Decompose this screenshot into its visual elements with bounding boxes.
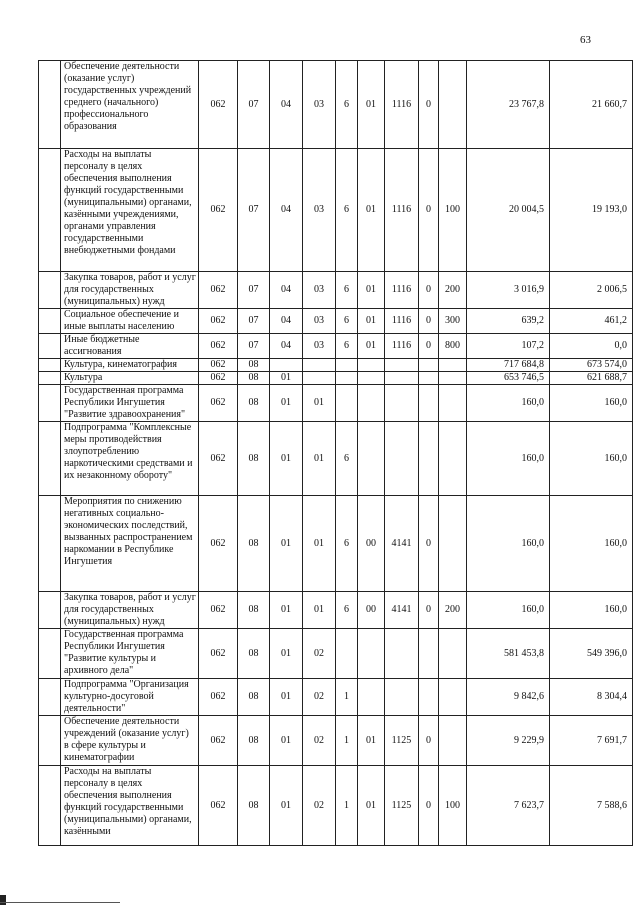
cell-sum2: 160,0	[550, 496, 633, 592]
cell-vr	[439, 496, 467, 592]
cell-rz: 08	[238, 496, 270, 592]
cell-sum2: 160,0	[550, 385, 633, 422]
cell-sum1: 581 453,8	[467, 629, 550, 679]
cell-cs2: 6	[336, 422, 358, 496]
cell-cs3	[358, 359, 385, 372]
cell-pr: 01	[270, 496, 303, 592]
row-index-cell	[39, 334, 61, 359]
cell-cs1: 02	[303, 766, 336, 846]
row-index-cell	[39, 272, 61, 309]
table-row	[39, 385, 633, 422]
cell-cs1	[303, 372, 336, 385]
cell-cs2	[336, 385, 358, 422]
cell-cs3: 00	[358, 496, 385, 592]
cell-cs1: 03	[303, 149, 336, 272]
cell-sum1: 717 684,8	[467, 359, 550, 372]
table-body	[39, 61, 633, 846]
cell-vr: 200	[439, 272, 467, 309]
cell-vr	[439, 372, 467, 385]
table-row	[39, 61, 633, 149]
cell-vr	[439, 385, 467, 422]
cell-pr: 04	[270, 149, 303, 272]
cell-cs3: 01	[358, 309, 385, 334]
cell-sum1: 653 746,5	[467, 372, 550, 385]
cell-sum1: 160,0	[467, 592, 550, 629]
table-row	[39, 496, 633, 592]
cell-rz: 07	[238, 334, 270, 359]
cell-cs2: 6	[336, 309, 358, 334]
cell-cs5	[419, 629, 439, 679]
cell-cs5: 0	[419, 272, 439, 309]
cell-ved: 062	[199, 372, 238, 385]
table-row	[39, 716, 633, 766]
cell-ved: 062	[199, 359, 238, 372]
cell-ved: 062	[199, 61, 238, 149]
cell-vr	[439, 716, 467, 766]
row-index-cell	[39, 679, 61, 716]
cell-vr: 800	[439, 334, 467, 359]
cell-sum1: 3 016,9	[467, 272, 550, 309]
cell-name: Расходы на выплаты персоналу в целях обеспечения выполнения функций государственными (муниципальными) органами, казёнными учреждениями, органами управления государственными внебюджетными фондами	[61, 149, 199, 272]
table-row	[39, 359, 633, 372]
cell-pr: 01	[270, 679, 303, 716]
cell-vr	[439, 679, 467, 716]
cell-name: Закупка товаров, работ и услуг для государственных (муниципальных) нужд	[61, 272, 199, 309]
cell-cs2	[336, 372, 358, 385]
cell-name: Расходы на выплаты персоналу в целях обеспечения выполнения функций государственными (муниципальными) органами, казёнными	[61, 766, 199, 846]
cell-ved: 062	[199, 272, 238, 309]
cell-cs5: 0	[419, 592, 439, 629]
cell-cs1	[303, 359, 336, 372]
row-index-cell	[39, 372, 61, 385]
cell-cs4	[385, 679, 419, 716]
cell-cs4: 1116	[385, 272, 419, 309]
cell-name: Закупка товаров, работ и услуг для государственных (муниципальных) нужд	[61, 592, 199, 629]
cell-pr: 04	[270, 334, 303, 359]
cell-pr: 04	[270, 61, 303, 149]
cell-cs3	[358, 385, 385, 422]
cell-cs2: 6	[336, 272, 358, 309]
cell-sum2: 2 006,5	[550, 272, 633, 309]
cell-pr: 01	[270, 372, 303, 385]
cell-cs5	[419, 679, 439, 716]
row-index-cell	[39, 309, 61, 334]
cell-sum2: 160,0	[550, 592, 633, 629]
table-row	[39, 766, 633, 846]
cell-vr	[439, 359, 467, 372]
cell-cs2	[336, 359, 358, 372]
budget-table	[38, 60, 633, 846]
cell-cs1: 01	[303, 592, 336, 629]
cell-sum2: 19 193,0	[550, 149, 633, 272]
cell-name: Культура, кинематография	[61, 359, 199, 372]
cell-ved: 062	[199, 496, 238, 592]
cell-vr	[439, 422, 467, 496]
cell-cs4	[385, 359, 419, 372]
cell-vr: 200	[439, 592, 467, 629]
cell-sum1: 160,0	[467, 422, 550, 496]
cell-cs4: 1125	[385, 766, 419, 846]
cell-cs2: 6	[336, 496, 358, 592]
cell-rz: 08	[238, 716, 270, 766]
cell-rz: 07	[238, 61, 270, 149]
cell-sum1: 9 842,6	[467, 679, 550, 716]
cell-cs5: 0	[419, 496, 439, 592]
cell-pr: 04	[270, 309, 303, 334]
cell-name: Иные бюджетные ассигнования	[61, 334, 199, 359]
cell-cs1: 01	[303, 422, 336, 496]
cell-vr	[439, 61, 467, 149]
cell-cs5: 0	[419, 61, 439, 149]
cell-sum1: 160,0	[467, 496, 550, 592]
row-index-cell	[39, 629, 61, 679]
cell-cs5: 0	[419, 766, 439, 846]
cell-rz: 07	[238, 309, 270, 334]
cell-cs1: 01	[303, 385, 336, 422]
cell-name: Обеспечение деятельности (оказание услуг) государственных учреждений среднего (начального) профессионального образования	[61, 61, 199, 149]
cell-pr: 01	[270, 766, 303, 846]
cell-cs5: 0	[419, 309, 439, 334]
cell-rz: 07	[238, 149, 270, 272]
cell-sum2: 549 396,0	[550, 629, 633, 679]
cell-pr: 01	[270, 385, 303, 422]
cell-cs4	[385, 372, 419, 385]
cell-cs1: 02	[303, 679, 336, 716]
row-index-cell	[39, 61, 61, 149]
cell-name: Подпрограмма "Комплексные меры противодействия злоупотреблению наркотическими средствами и их незаконному обороту"	[61, 422, 199, 496]
cell-cs5: 0	[419, 716, 439, 766]
cell-sum2: 0,0	[550, 334, 633, 359]
cell-ved: 062	[199, 309, 238, 334]
cell-vr	[439, 629, 467, 679]
cell-name: Подпрограмма "Организация культурно-досуговой деятельности"	[61, 679, 199, 716]
cell-cs5: 0	[419, 149, 439, 272]
cell-pr: 01	[270, 629, 303, 679]
cell-sum1: 20 004,5	[467, 149, 550, 272]
cell-cs4: 1116	[385, 334, 419, 359]
cell-cs2: 6	[336, 149, 358, 272]
cell-cs2: 6	[336, 334, 358, 359]
cell-cs5	[419, 422, 439, 496]
cell-rz: 08	[238, 679, 270, 716]
scan-corner-mark	[0, 895, 6, 905]
cell-sum1: 9 229,9	[467, 716, 550, 766]
cell-cs2: 1	[336, 716, 358, 766]
row-index-cell	[39, 385, 61, 422]
cell-name: Обеспечение деятельности учреждений (оказание услуг) в сфере культуры и кинематографии	[61, 716, 199, 766]
cell-cs4	[385, 385, 419, 422]
cell-cs1: 03	[303, 309, 336, 334]
table-row	[39, 592, 633, 629]
row-index-cell	[39, 359, 61, 372]
table-row	[39, 149, 633, 272]
row-index-cell	[39, 592, 61, 629]
cell-sum1: 639,2	[467, 309, 550, 334]
cell-sum2: 673 574,0	[550, 359, 633, 372]
row-index-cell	[39, 716, 61, 766]
cell-ved: 062	[199, 385, 238, 422]
cell-ved: 062	[199, 629, 238, 679]
cell-cs2	[336, 629, 358, 679]
cell-cs3: 01	[358, 61, 385, 149]
cell-cs5	[419, 372, 439, 385]
cell-cs5	[419, 385, 439, 422]
cell-cs3: 01	[358, 149, 385, 272]
cell-cs2: 1	[336, 766, 358, 846]
cell-ved: 062	[199, 716, 238, 766]
cell-cs1: 02	[303, 629, 336, 679]
cell-sum2: 21 660,7	[550, 61, 633, 149]
cell-cs5: 0	[419, 334, 439, 359]
cell-rz: 07	[238, 272, 270, 309]
row-index-cell	[39, 496, 61, 592]
cell-pr: 01	[270, 592, 303, 629]
cell-cs4: 1125	[385, 716, 419, 766]
cell-cs4	[385, 629, 419, 679]
cell-cs3	[358, 679, 385, 716]
cell-pr: 01	[270, 716, 303, 766]
table-row	[39, 309, 633, 334]
cell-cs1: 02	[303, 716, 336, 766]
cell-cs3	[358, 372, 385, 385]
cell-cs3: 01	[358, 716, 385, 766]
cell-rz: 08	[238, 629, 270, 679]
cell-cs1: 01	[303, 496, 336, 592]
cell-pr: 04	[270, 272, 303, 309]
cell-cs3	[358, 422, 385, 496]
cell-sum2: 7 691,7	[550, 716, 633, 766]
cell-cs3: 01	[358, 766, 385, 846]
cell-cs3	[358, 629, 385, 679]
cell-sum2: 160,0	[550, 422, 633, 496]
cell-ved: 062	[199, 766, 238, 846]
cell-sum1: 107,2	[467, 334, 550, 359]
cell-ved: 062	[199, 679, 238, 716]
cell-ved: 062	[199, 334, 238, 359]
table-row	[39, 679, 633, 716]
table-row	[39, 272, 633, 309]
cell-ved: 062	[199, 592, 238, 629]
table-row	[39, 422, 633, 496]
table-row	[39, 372, 633, 385]
row-index-cell	[39, 766, 61, 846]
cell-ved: 062	[199, 422, 238, 496]
cell-vr: 300	[439, 309, 467, 334]
cell-pr: 01	[270, 422, 303, 496]
cell-rz: 08	[238, 422, 270, 496]
cell-name: Социальное обеспечение и иные выплаты населению	[61, 309, 199, 334]
row-index-cell	[39, 422, 61, 496]
cell-cs1: 03	[303, 334, 336, 359]
row-index-cell	[39, 149, 61, 272]
table-row	[39, 334, 633, 359]
cell-sum2: 7 588,6	[550, 766, 633, 846]
cell-cs2: 6	[336, 592, 358, 629]
cell-name: Культура	[61, 372, 199, 385]
cell-cs4	[385, 422, 419, 496]
cell-cs1: 03	[303, 61, 336, 149]
cell-sum1: 7 623,7	[467, 766, 550, 846]
cell-cs5	[419, 359, 439, 372]
table-row	[39, 629, 633, 679]
cell-pr	[270, 359, 303, 372]
cell-cs1: 03	[303, 272, 336, 309]
cell-cs3: 01	[358, 334, 385, 359]
cell-cs4: 1116	[385, 149, 419, 272]
cell-cs4: 1116	[385, 61, 419, 149]
cell-sum2: 621 688,7	[550, 372, 633, 385]
page-number: 63	[580, 34, 591, 46]
cell-cs4: 4141	[385, 592, 419, 629]
scan-edge-line	[0, 902, 120, 903]
cell-name: Государственная программа Республики Ингушетия "Развитие здравоохранения"	[61, 385, 199, 422]
cell-cs4: 4141	[385, 496, 419, 592]
cell-rz: 08	[238, 372, 270, 385]
cell-rz: 08	[238, 359, 270, 372]
cell-cs4: 1116	[385, 309, 419, 334]
cell-vr: 100	[439, 149, 467, 272]
cell-ved: 062	[199, 149, 238, 272]
cell-name: Государственная программа Республики Ингушетия "Развитие культуры и архивного дела"	[61, 629, 199, 679]
cell-sum1: 23 767,8	[467, 61, 550, 149]
cell-rz: 08	[238, 385, 270, 422]
cell-cs2: 6	[336, 61, 358, 149]
cell-rz: 08	[238, 766, 270, 846]
cell-sum2: 8 304,4	[550, 679, 633, 716]
cell-cs3: 00	[358, 592, 385, 629]
cell-sum2: 461,2	[550, 309, 633, 334]
cell-cs2: 1	[336, 679, 358, 716]
cell-rz: 08	[238, 592, 270, 629]
cell-vr: 100	[439, 766, 467, 846]
cell-sum1: 160,0	[467, 385, 550, 422]
cell-cs3: 01	[358, 272, 385, 309]
cell-name: Мероприятия по снижению негативных социально-экономических последствий, вызванных распространением наркомании в Республике Ингушетия	[61, 496, 199, 592]
